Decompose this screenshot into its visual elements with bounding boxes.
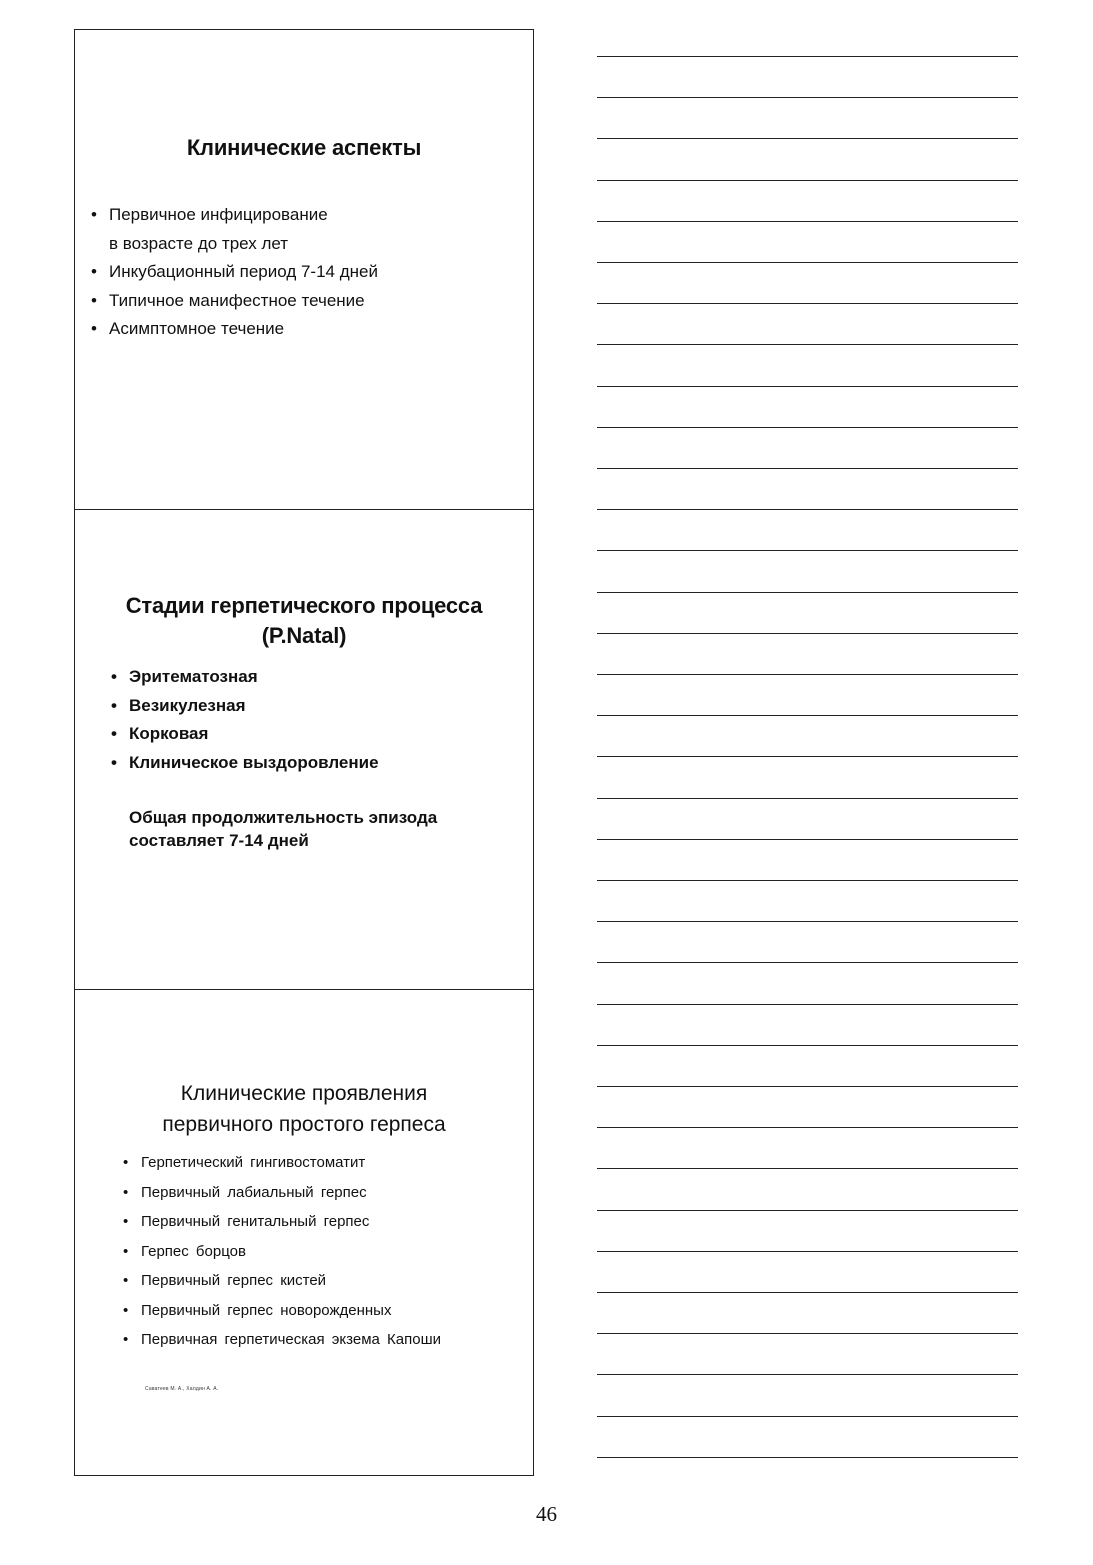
list-item: • Первичный герпес новорожденных [123,1300,503,1322]
note-line [597,756,1018,757]
list-item: • Асимптомное течение [91,315,378,344]
note-line [597,221,1018,222]
list-item: • Первичный генитальный герпес [123,1211,503,1233]
slide-title: Стадии герпетического процесса (P.Natal) [125,593,483,648]
note-line [597,509,1018,510]
slide-clinical-aspects [75,30,533,509]
note-line [597,1457,1018,1458]
slide-author-credit: Саватеев М. А., Халдин А. А. [145,1386,219,1392]
list-item: • Первичный герпес кистей [123,1270,503,1292]
note-line [597,262,1018,263]
note-line [597,1168,1018,1169]
slides-frame [74,29,534,1476]
note-line [597,633,1018,634]
list-item: • Эритематозная [111,663,379,692]
note-line [597,921,1018,922]
note-line [597,550,1018,551]
note-line [597,1004,1018,1005]
list-item: • Первичная герпетическая экзема Капоши [123,1329,503,1351]
note-line [597,1210,1018,1211]
note-line [597,1086,1018,1087]
page-number: 46 [536,1502,557,1526]
note-line [597,303,1018,304]
list-item: • Корковая [111,720,379,749]
note-line [597,592,1018,593]
note-line [597,715,1018,716]
list-item: • Герпес борцов [123,1241,503,1263]
note-line [597,674,1018,675]
bullet-list [91,201,378,344]
list-item: • Герпетический гингивостоматит [123,1152,503,1174]
note-line [597,1251,1018,1252]
note-line [597,1333,1018,1334]
note-line [597,344,1018,345]
note-line [597,427,1018,428]
note-line [597,468,1018,469]
duration-note: Общая продолжительность эпизода составляет 7-14 дней [129,808,438,850]
slide-title: Клинические проявления первичного простого герпеса [162,1082,446,1136]
slide-herpes-stages [75,509,533,989]
slide-title: Клинические аспекты [186,135,422,160]
note-line [597,1416,1018,1417]
note-line [597,962,1018,963]
bullet-list [123,1152,503,1359]
note-line [597,180,1018,181]
bullet-list [111,663,379,777]
note-line [597,1292,1018,1293]
list-item: • Везикулезная [111,692,379,721]
list-item: • Инкубационный период 7-14 дней [91,258,378,287]
note-line [597,839,1018,840]
list-item: • Клиническое выздоровление [111,749,379,778]
note-line [597,1127,1018,1128]
note-line [597,138,1018,139]
note-line [597,1374,1018,1375]
note-line [597,386,1018,387]
note-line [597,880,1018,881]
note-line [597,1045,1018,1046]
list-item: • Первичное инфицирование в возрасте до трех лет [91,201,378,258]
note-line [597,97,1018,98]
slide-primary-herpes-manifestations [75,989,533,1475]
note-lines [597,0,1018,1565]
note-line [597,798,1018,799]
list-item: • Первичный лабиальный герпес [123,1182,503,1204]
list-item: • Типичное манифестное течение [91,287,378,316]
note-line [597,56,1018,57]
